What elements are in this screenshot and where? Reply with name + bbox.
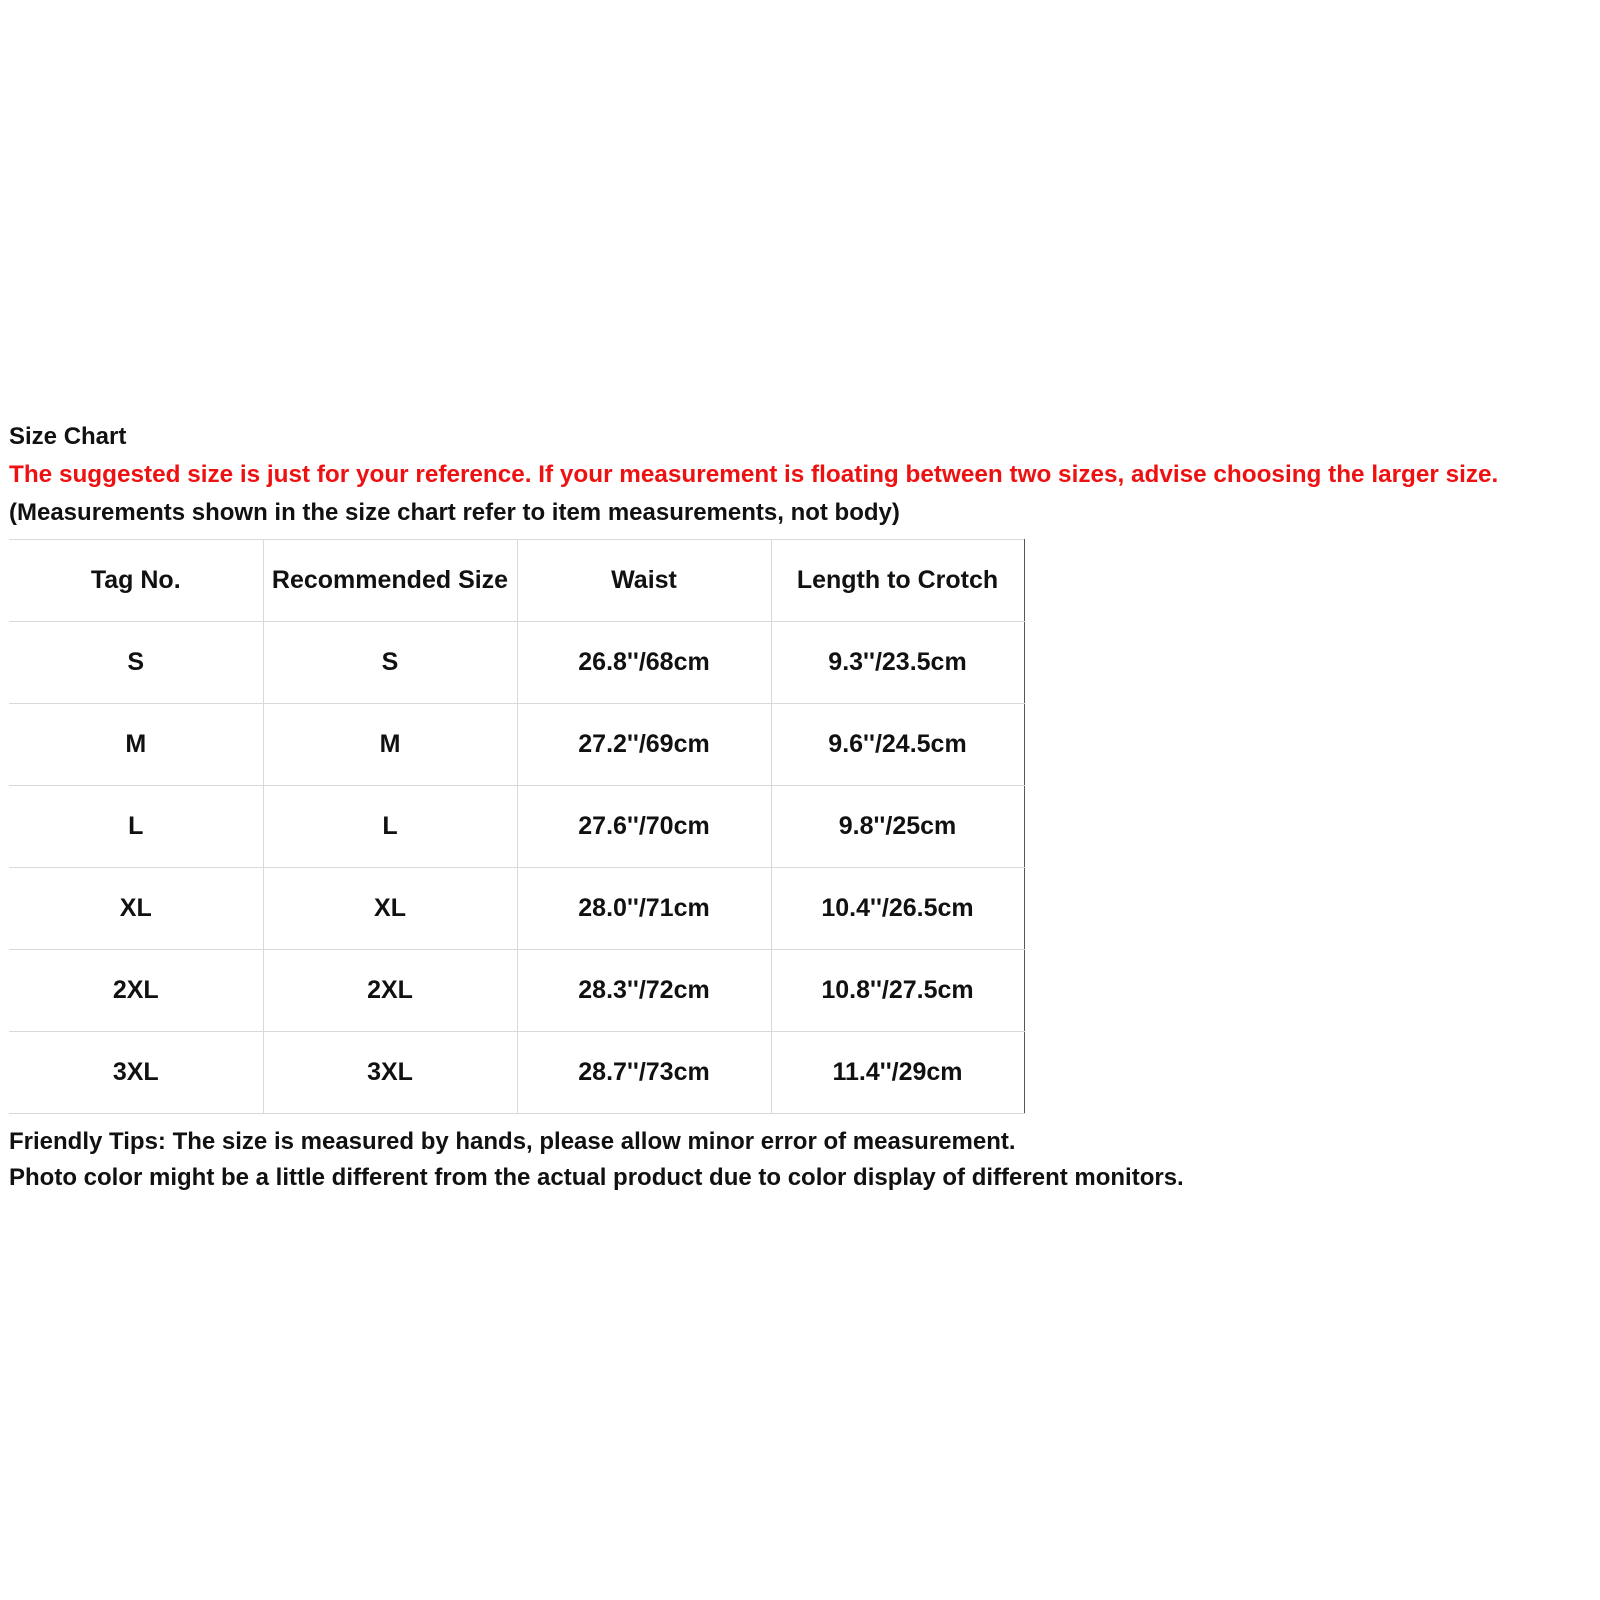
cell-waist: 28.7''/73cm <box>517 1032 771 1114</box>
table-row <box>9 868 1024 950</box>
cell-recommended-size: L <box>263 786 517 868</box>
header-tag-no: Tag No. <box>9 540 263 622</box>
cell-recommended-size: 3XL <box>263 1032 517 1114</box>
table-row <box>9 704 1024 786</box>
cell-tag-no: 3XL <box>9 1032 263 1114</box>
cell-length-to-crotch: 10.8''/27.5cm <box>771 950 1024 1032</box>
table-row <box>9 1032 1024 1114</box>
header-length-to-crotch: Length to Crotch <box>771 540 1024 622</box>
cell-length-to-crotch: 11.4''/29cm <box>771 1032 1024 1114</box>
color-note-container <box>9 1163 1509 1190</box>
color-difference-note: Photo color might be a little different from the actual product due to color display of different monitors. <box>9 1164 1184 1190</box>
table-header-row <box>9 540 1024 622</box>
cell-waist: 27.2''/69cm <box>517 704 771 786</box>
cell-tag-no: L <box>9 786 263 868</box>
cell-length-to-crotch: 9.3''/23.5cm <box>771 622 1024 704</box>
cell-recommended-size: XL <box>263 868 517 950</box>
cell-tag-no: XL <box>9 868 263 950</box>
header-waist: Waist <box>517 540 771 622</box>
cell-tag-no: M <box>9 704 263 786</box>
cell-waist: 26.8''/68cm <box>517 622 771 704</box>
table-row <box>9 622 1024 704</box>
cell-tag-no: 2XL <box>9 950 263 1032</box>
size-advice-notice: The suggested size is just for your reference. If your measurement is floating between two sizes, advise choosing the larger size. <box>9 461 1499 488</box>
cell-length-to-crotch: 9.8''/25cm <box>771 786 1024 868</box>
cell-length-to-crotch: 10.4''/26.5cm <box>771 868 1024 950</box>
friendly-tips: Friendly Tips: The size is measured by hands, please allow minor error of measurement. <box>9 1128 1016 1155</box>
size-chart-table <box>9 539 1025 1114</box>
cell-recommended-size: S <box>263 622 517 704</box>
cell-waist: 28.0''/71cm <box>517 868 771 950</box>
page-title: Size Chart <box>9 423 127 450</box>
cell-waist: 27.6''/70cm <box>517 786 771 868</box>
cell-recommended-size: M <box>263 704 517 786</box>
table-row <box>9 786 1024 868</box>
cell-recommended-size: 2XL <box>263 950 517 1032</box>
measurement-note: (Measurements shown in the size chart refer to item measurements, not body) <box>9 499 900 526</box>
cell-tag-no: S <box>9 622 263 704</box>
cell-waist: 28.3''/72cm <box>517 950 771 1032</box>
cell-length-to-crotch: 9.6''/24.5cm <box>771 704 1024 786</box>
header-recommended-size: Recommended Size <box>263 540 517 622</box>
table-row <box>9 950 1024 1032</box>
